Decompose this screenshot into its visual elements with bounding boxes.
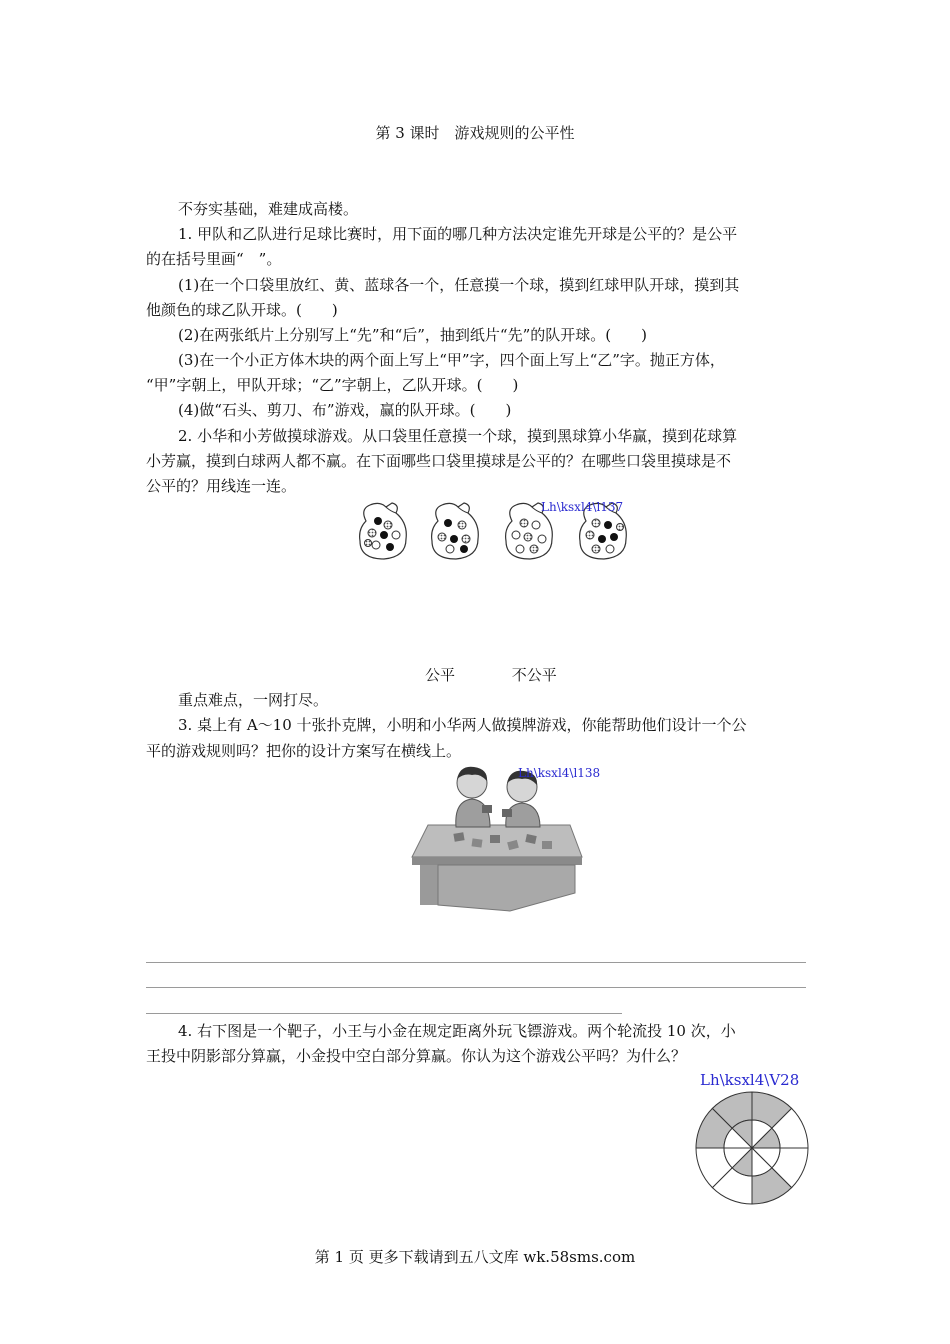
label-fair: 公平 xyxy=(425,666,456,684)
page-footer: 第 1 页 更多下载请到五八文库 wk.58sms.com xyxy=(314,1248,636,1266)
q2-line1: 2. 小华和小芳做摸球游戏。从口袋里任意摸一个球，摸到黑球算小华赢，摸到花球算 xyxy=(178,427,738,445)
section-heading-key-points: 重点难点，一网打尽。 xyxy=(178,691,329,709)
q2-line2: 小芳赢，摸到白球两人都不赢。在下面哪些口袋里摸球是公平的？在哪些口袋里摸球是不 xyxy=(146,452,732,470)
dartboard-target xyxy=(694,1090,810,1206)
children-card-game-illustration xyxy=(410,765,585,915)
q2-line3: 公平的？用线连一连。 xyxy=(146,477,297,495)
answer-line-1 xyxy=(146,962,806,963)
page-title: 第 3 课时 游戏规则的公平性 xyxy=(375,124,575,142)
image-watermark-138: Lh\ksxl4\l138 xyxy=(518,766,601,780)
label-unfair: 不公平 xyxy=(511,666,557,684)
q1-stem-line2: 的在括号里画“ ”。 xyxy=(146,250,282,268)
fairness-labels xyxy=(425,664,557,685)
ball-bag-1 xyxy=(360,503,407,559)
section-heading-basics: 不夯实基础，难建成高楼。 xyxy=(178,200,359,218)
q1-option4: (4)做“石头、剪刀、布”游戏，赢的队开球。( ) xyxy=(178,401,512,419)
q3-line1: 3. 桌上有 A～10 十张扑克牌，小明和小华两人做摸牌游戏，你能帮助他们设计一个公 xyxy=(178,716,747,734)
q1-option1-line1: (1)在一个口袋里放红、黄、蓝球各一个，任意摸一个球，摸到红球甲队开球，摸到其 xyxy=(178,276,740,294)
image-watermark-v28: Lh\ksxl4\V28 xyxy=(700,1071,800,1089)
q1-option3-line1: (3)在一个小正方体木块的两个面上写上“甲”字，四个面上写上“乙”字。抛正方体， xyxy=(178,351,725,369)
q1-stem-line1: 1. 甲队和乙队进行足球比赛时，用下面的哪几种方法决定谁先开球是公平的？是公平 xyxy=(178,225,738,243)
q4-line1: 4. 右下图是一个靶子，小王与小金在规定距离外玩飞镖游戏。两个轮流投 10 次，小 xyxy=(178,1022,736,1040)
q1-option1-line2: 他颜色的球乙队开球。( ) xyxy=(146,301,338,319)
ball-bag-2 xyxy=(432,503,479,559)
q4-line2: 王投中阴影部分算赢，小金投中空白部分算赢。你认为这个游戏公平吗？为什么？ xyxy=(146,1047,687,1065)
q1-option3-line2: “甲”字朝上，甲队开球；“乙”字朝上，乙队开球。( ) xyxy=(146,376,519,394)
answer-line-3 xyxy=(146,1013,622,1014)
q1-option2: (2)在两张纸片上分别写上“先”和“后”，抽到纸片“先”的队开球。( ) xyxy=(178,326,647,344)
answer-line-2 xyxy=(146,987,806,988)
q3-line2: 平的游戏规则吗？把你的设计方案写在横线上。 xyxy=(146,742,462,760)
image-watermark-137: Lh\ksxl4\l137 xyxy=(541,500,624,514)
